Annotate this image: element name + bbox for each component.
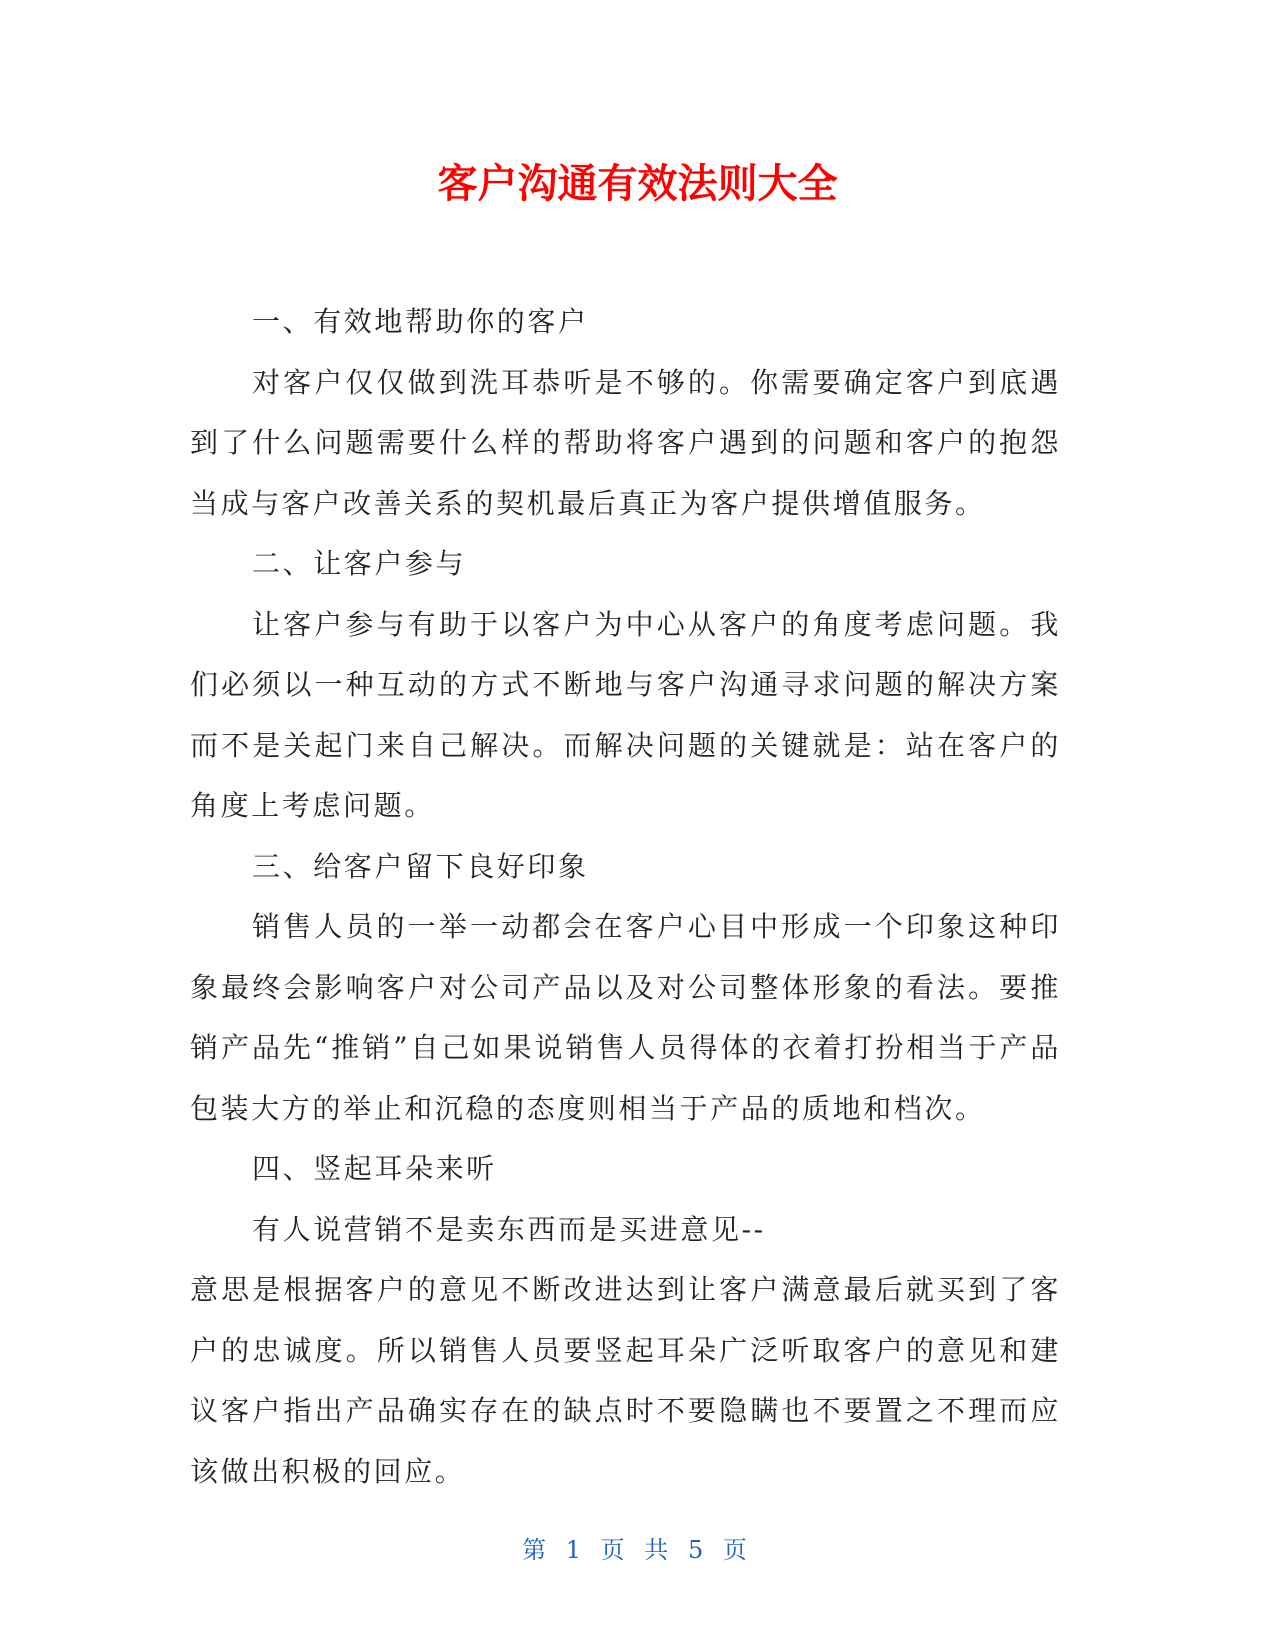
section-paragraph-4b: 意思是根据客户的意见不断改进达到让客户满意最后就买到了客户的忠诚度。所以销售人员要竖起耳朵广泛听取客户的意见和建议客户指出产品确实存在的缺点时不要隐瞒也不要置之不理而应该做出积极的回应。 <box>190 1273 1061 1488</box>
section-paragraph-4a: 有人说营销不是卖东西而是买进意见-- <box>252 1212 766 1246</box>
section-paragraph-1: 对客户仅仅做到洗耳恭听是不够的。你需要确定客户到底遇到了什么问题需要什么样的帮助将客户遇到的问题和客户的抱怨当成与客户改善关系的契机最后真正为客户提供增值服务。 <box>190 365 1061 520</box>
section-paragraph-2: 让客户参与有助于以客户为中心从客户的角度考虑问题。我们必须以一种互动的方式不断地与客户沟通寻求问题的解决方案而不是关起门来自己解决。而解决问题的关键就是：站在客户的角度上考虑问题。 <box>190 607 1061 822</box>
section-heading-1: 一、有效地帮助你的客户 <box>252 305 589 338</box>
section-heading-2: 二、让客户参与 <box>252 547 467 580</box>
page-title: 客户沟通有效法则大全 <box>437 161 838 207</box>
document-body <box>190 292 1061 1502</box>
section-heading-4: 四、竖起耳朵来听 <box>252 1152 497 1185</box>
page-footer: 第 1 页 共 5 页 <box>522 1536 753 1564</box>
section-heading-3: 三、给客户留下良好印象 <box>252 849 589 883</box>
section-paragraph-3: 销售人员的一举一动都会在客户心目中形成一个印象这种印象最终会影响客户对公司产品以及对公司整体形象的看法。要推销产品先“推销”自己如果说销售人员得体的衣着打扮相当于产品包装大方的举止和沉稳的态度则相当于产品的质地和档次。 <box>190 910 1061 1125</box>
